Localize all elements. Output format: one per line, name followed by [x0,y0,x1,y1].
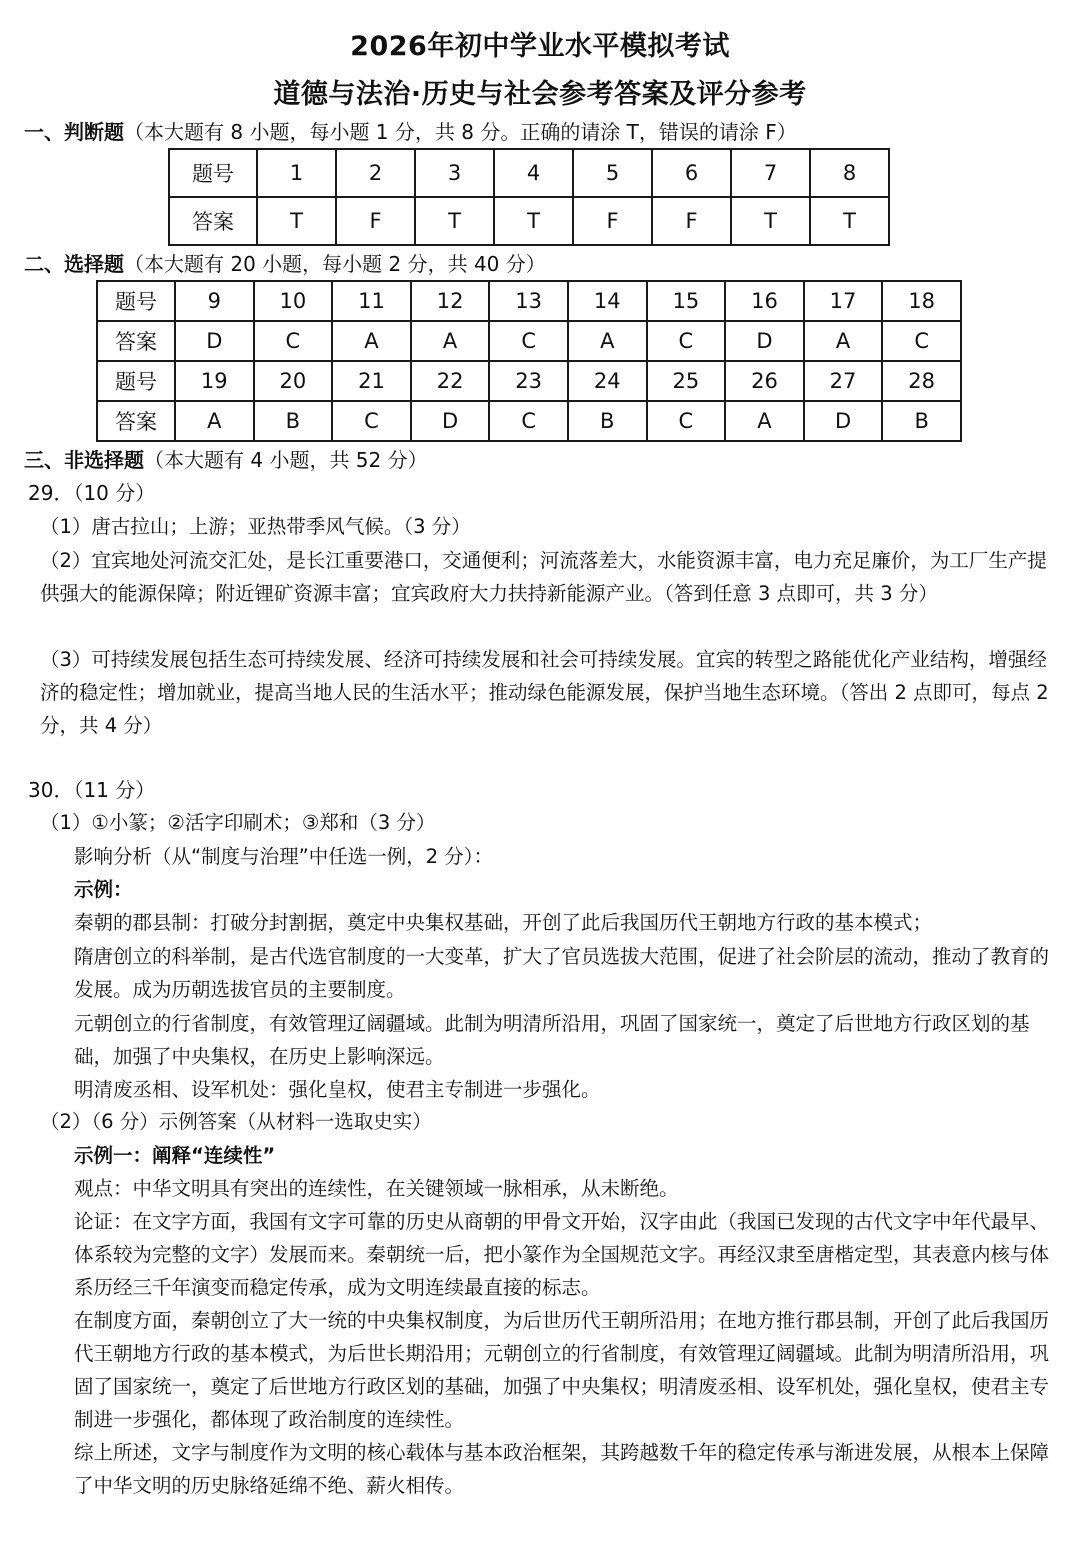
question-number: 4 [494,149,573,197]
question-number: 20 [254,361,333,401]
section3-note: （本大题有 4 小题，共 52 分） [144,448,428,472]
row-label: 题号 [97,361,175,401]
q30-summary: 综上所述，文字与制度作为文明的核心载体与基本政治框架，其跨越数千年的稳定传承与渐进发展，从根本上保障了中华文明的历史脉络延绵不绝、薪火相传。 [74,1441,1050,1497]
section2-note: （本大题有 20 小题，每小题 2 分，共 40 分） [124,252,546,276]
answer-cell: D [175,321,254,361]
answer-cell: C [489,321,568,361]
answer-cell: A [725,401,804,441]
question-number: 18 [882,281,961,321]
q30-example-3: 元朝创立的行省制度，有效管理辽阔疆域。此制为明清所沿用，巩固了国家统一，奠定了后世地方行政区划的基础，加强了中央集权，在历史上影响深远。 [74,1012,1030,1068]
answer-cell: F [336,197,415,245]
question-number: 12 [411,281,490,321]
question-number: 2 [336,149,415,197]
table-row [97,361,961,401]
table-row [169,197,889,245]
q30-example-label: 示例： [74,878,133,901]
row-label: 答案 [97,401,175,441]
answer-cell: F [573,197,652,245]
answer-cell: D [725,321,804,361]
section1-note: （本大题有 8 小题，每小题 1 分，共 8 分。正确的请涂 T，错误的请涂 F） [124,120,797,144]
answer-cell: C [332,401,411,441]
question-number: 1 [257,149,336,197]
page-subtitle: 道德与法治·历史与社会参考答案及评分参考 [273,79,807,110]
question-number: 11 [332,281,411,321]
q29-answer-3: （3）可持续发展包括生态可持续发展、经济可持续发展和社会可持续发展。宜宾的转型之路能优化产业结构，增强经济的稳定性；增加就业，提高当地人民的生活水平；推动绿色能源发展，保护当地生态环境。（答出 2 点即可，每点 2 分，共 4 分） [40,648,1049,737]
answer-cell: B [882,401,961,441]
table-row [97,321,961,361]
true-false-answer-table [168,148,890,246]
answer-cell: T [731,197,810,245]
answer-cell: C [647,321,726,361]
section2-label: 二、选择题 [24,252,124,276]
table-row [97,281,961,321]
question-number: 23 [489,361,568,401]
answer-cell: T [810,197,889,245]
q30-analysis-prompt: 影响分析（从“制度与治理”中任选一例，2 分）： [74,845,494,868]
question-number: 10 [254,281,333,321]
answer-cell: D [411,401,490,441]
q29-answer-2: （2）宜宾地处河流交汇处，是长江重要港口，交通便利；河流落差大，水能资源丰富，电力充足廉价，为工厂生产提供强大的能源保障；附近锂矿资源丰富；宜宾政府大力扶持新能源产业。（答到任意 3 点即可，共 3 分） [40,549,1047,605]
page-title: 2026年初中学业水平模拟考试 [350,31,730,62]
question-number: 3 [415,149,494,197]
question-number: 13 [489,281,568,321]
question-number: 19 [175,361,254,401]
q30-viewpoint: 观点：中华文明具有突出的连续性，在关键领域一脉相承，从未断绝。 [74,1177,679,1200]
table-row [97,401,961,441]
table-row [169,149,889,197]
answer-cell: B [254,401,333,441]
question-number: 17 [804,281,883,321]
question-number: 26 [725,361,804,401]
section2-heading [24,250,546,278]
section3-label: 三、非选择题 [24,448,144,472]
answer-cell: C [882,321,961,361]
choice-answer-table [96,280,962,442]
question-number: 27 [804,361,883,401]
q30-example1-label: 示例一：阐释“连续性” [74,1144,276,1167]
answer-cell: T [415,197,494,245]
q30-heading: 30．（11 分） [28,778,156,802]
question-number: 14 [568,281,647,321]
answer-cell: D [804,401,883,441]
section3-heading [24,446,428,474]
answer-cell: C [254,321,333,361]
question-number: 22 [411,361,490,401]
answer-cell: A [175,401,254,441]
row-label: 题号 [169,149,257,197]
answer-cell: A [568,321,647,361]
answer-cell: A [411,321,490,361]
q30-answer-2: （2）（6 分）示例答案（从材料一选取史实） [40,1110,432,1133]
question-number: 6 [652,149,731,197]
answer-cell: T [257,197,336,245]
q29-answer-1: （1）唐古拉山；上游；亚热带季风气候。（3 分） [40,515,471,538]
row-label: 题号 [97,281,175,321]
answer-cell: A [804,321,883,361]
section1-label: 一、判断题 [24,120,124,144]
question-number: 25 [647,361,726,401]
question-number: 16 [725,281,804,321]
section1-heading [24,118,797,146]
q30-example-2: 隋唐创立的科举制，是古代选官制度的一大变革，扩大了官员选拔大范围，促进了社会阶层的流动，推动了教育的发展。成为历朝选拔官员的主要制度。 [74,945,1050,1001]
question-number: 8 [810,149,889,197]
row-label: 答案 [169,197,257,245]
row-label: 答案 [97,321,175,361]
answer-cell: F [652,197,731,245]
question-number: 9 [175,281,254,321]
q30-example-1: 秦朝的郡县制：打破分封割据，奠定中央集权基础，开创了此后我国历代王朝地方行政的基本模式； [74,911,933,934]
q30-system-paragraph: 在制度方面，秦朝创立了大一统的中央集权制度，为后世历代王朝所沿用；在地方推行郡县制，开创了此后我国历代王朝地方行政的基本模式，为后世长期沿用；元朝创立的行省制度，有效管理辽阔疆域。此制为明清所沿用，巩固了国家统一，奠定了后世地方行政区划的基础，加强了中央集权；明清废丞相、设军机处，强化皇权，使君主专制进一步强化，都体现了政治制度的连续性。 [74,1309,1050,1431]
question-number: 7 [731,149,810,197]
answer-cell: C [647,401,726,441]
q29-heading: 29．（10 分） [28,481,156,505]
q30-answer-1: （1）①小篆；②活字印刷术；③郑和（3 分） [40,811,436,834]
question-number: 5 [573,149,652,197]
q30-argument: 论证：在文字方面，我国有文字可靠的历史从商朝的甲骨文开始，汉字由此（我国已发现的古代文字中年代最早、体系较为完整的文字）发展而来。秦朝统一后，把小篆作为全国规范文字。再经汉隶至唐楷定型，其表意内核与体系历经三千年演变而稳定传承，成为文明连续最直接的标志。 [74,1210,1050,1299]
question-number: 28 [882,361,961,401]
question-number: 24 [568,361,647,401]
question-number: 21 [332,361,411,401]
q30-example-4: 明清废丞相、设军机处：强化皇权，使君主专制进一步强化。 [74,1078,601,1101]
question-number: 15 [647,281,726,321]
answer-cell: C [489,401,568,441]
answer-cell: A [332,321,411,361]
answer-cell: B [568,401,647,441]
answer-cell: T [494,197,573,245]
